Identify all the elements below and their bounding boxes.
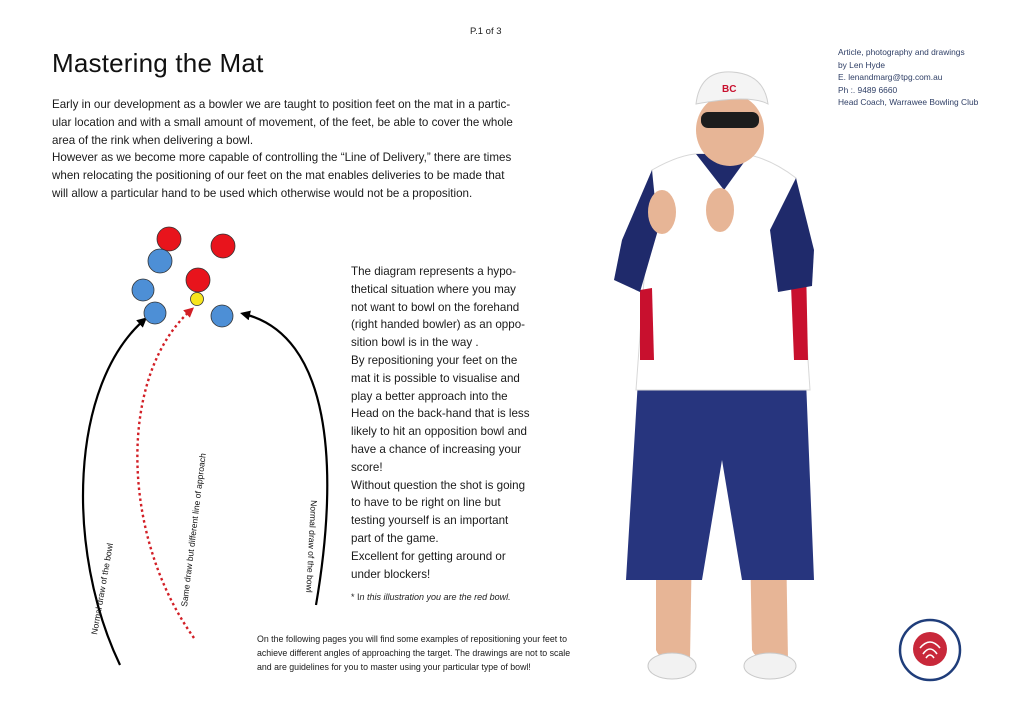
body-line: have a chance of increasing your — [351, 442, 522, 456]
body-line: Without question the shot is going — [351, 478, 526, 492]
sunglasses — [701, 112, 759, 128]
body-line: score! — [351, 460, 383, 474]
blue-bowl — [132, 279, 154, 301]
player-shorts — [626, 380, 814, 580]
body-line: The diagram represents a hypo- — [351, 265, 516, 278]
shirt-stripes — [640, 288, 654, 360]
diagram-explanation — [351, 263, 541, 583]
bowls-diagram — [40, 215, 360, 675]
page-number: P.1 of 3 — [470, 26, 502, 37]
intro-line: area of the rink when delivering a bowl. — [52, 133, 254, 147]
footer-line: On the following pages you will find some examples of repositioning your feet to — [257, 634, 568, 644]
blue-bowl — [144, 302, 166, 324]
credits-role: Head Coach, Warrawee Bowling Club — [838, 97, 979, 108]
body-line: not want to bowl on the forehand — [351, 300, 520, 314]
left-path-label: Normal draw of the bowl — [89, 542, 116, 636]
credits-email: E. lenandmarg@tpg.com.au — [838, 72, 943, 83]
footer-note — [257, 632, 597, 674]
body-line: part of the game. — [351, 531, 439, 545]
body-line: (right handed bowler) as an oppo- — [351, 318, 526, 332]
author-credits — [838, 46, 1018, 109]
intro-paragraph — [52, 96, 522, 203]
footer-line: and are guidelines for you to master using your particular type of bowl! — [257, 662, 531, 672]
body-line: Head on the back-hand that is less — [351, 407, 530, 421]
intro-line: ular location and with a small amount of movement, of the feet, be able to cover the whole — [52, 115, 513, 129]
body-line: mat it is possible to visualise and — [351, 371, 520, 385]
footnote-marker: * I — [351, 592, 360, 602]
player-hand — [648, 190, 676, 234]
red-bowl — [157, 227, 181, 251]
body-line: By repositioning your feet on the — [351, 353, 518, 367]
intro-line: Early in our development as a bowler we are taught to position feet on the mat in a partic- — [52, 98, 511, 111]
body-line: to have to be right on line but — [351, 496, 501, 510]
credits-line: Article, photography and drawings — [838, 47, 965, 57]
blue-bowl — [211, 305, 233, 327]
body-line: sition bowl is in the way . — [351, 336, 479, 350]
club-logo — [898, 618, 962, 682]
blue-bowl — [148, 249, 172, 273]
body-line: play a better approach into the — [351, 389, 508, 403]
player-face — [696, 94, 764, 166]
jack — [191, 293, 204, 306]
body-line: thetical situation where you may — [351, 282, 516, 296]
right-path-label: Normal draw of the bowl — [304, 499, 319, 593]
credits-author: by Len Hyde — [838, 59, 886, 70]
intro-line: However as we become more capable of controlling the “Line of Delivery,” there are times — [52, 151, 512, 165]
page-title: Mastering the Mat — [52, 48, 264, 78]
intro-line: when relocating the positioning of our feet on the mat enables deliveries to be made that — [52, 169, 505, 183]
credits-phone: Ph :. 9489 6660 — [838, 84, 898, 95]
body-line: testing yourself is an important — [351, 514, 509, 528]
middle-path-label: Same draw but different line of approach — [179, 452, 208, 608]
body-line: likely to hit an opposition bowl and — [351, 425, 527, 439]
red-bowl — [186, 268, 210, 292]
coach-photo — [600, 60, 840, 685]
footer-line: achieve different angles of approaching the target. The drawings are not to scale — [257, 648, 571, 658]
player-hand — [706, 188, 734, 232]
body-line: Excellent for getting around or — [351, 549, 506, 563]
player-shoe — [744, 653, 796, 679]
body-line: under blockers! — [351, 567, 431, 581]
footnote-text: n this illustration you are the red bowl. — [359, 592, 511, 602]
cap-badge: BC — [722, 84, 737, 95]
player-shoe — [648, 653, 696, 679]
footnote — [351, 592, 511, 602]
red-bowl — [211, 234, 235, 258]
intro-line: will allow a particular hand to be used which otherwise would not be a proposition. — [52, 186, 473, 200]
